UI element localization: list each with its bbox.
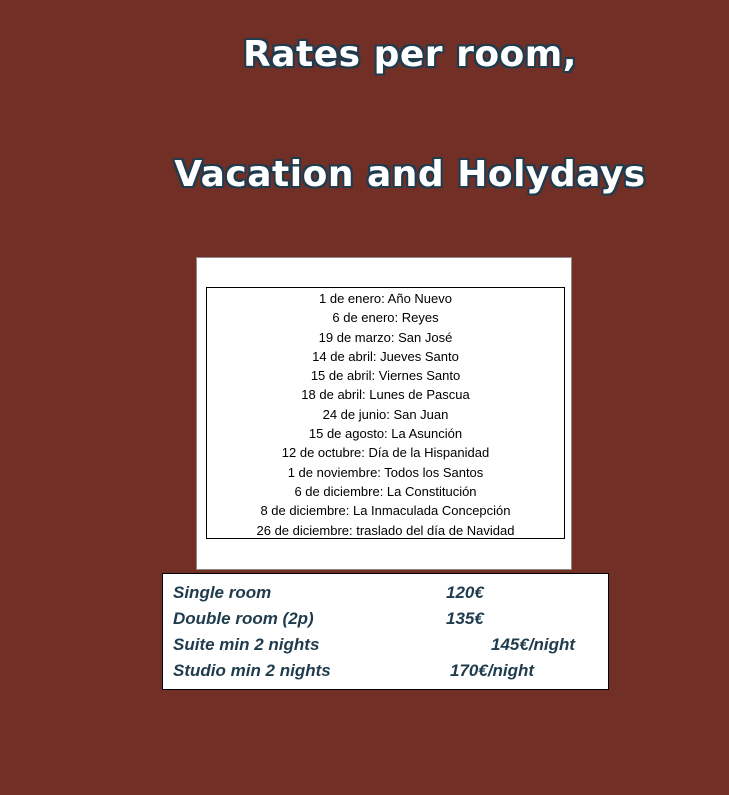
holiday-item: 26 de diciembre: traslado del día de Navidad [256, 522, 515, 538]
holiday-item: 15 de agosto: La Asunción [308, 426, 463, 442]
holiday-item: 1 de enero: Año Nuevo [319, 291, 452, 306]
rate-row-double [173, 606, 603, 632]
rate-row-single [173, 580, 603, 606]
rate-row-studio [173, 658, 603, 684]
holiday-item: 24 de junio: San Juan [322, 406, 449, 422]
rate-name: Double room (2p) [173, 609, 314, 628]
rate-price: 120€ [446, 583, 484, 602]
holidays-list [206, 287, 565, 539]
rate-name: Suite min 2 nights [173, 635, 320, 654]
holiday-item: 18 de abril: Lunes de Pascua [301, 387, 470, 403]
page-title: Rates per room, [243, 34, 577, 75]
holiday-item: 1 de noviembre: Todos los Santos [287, 464, 484, 480]
holiday-item: 6 de enero: Reyes [332, 310, 439, 326]
page-subtitle: Vacation and Holydays [174, 154, 646, 195]
rate-price: 135€ [446, 609, 484, 628]
holidays-panel [196, 257, 572, 570]
rate-price: 145€/night [491, 635, 576, 654]
rate-name: Single room [173, 583, 272, 602]
holiday-item: 6 de diciembre: La Constitución [294, 483, 477, 499]
holiday-item: 19 de marzo: San José [318, 329, 453, 345]
rate-row-suite [173, 632, 603, 658]
rate-name: Studio min 2 nights [173, 661, 331, 680]
holiday-item: 15 de abril: Viernes Santo [310, 368, 461, 384]
holiday-item: 8 de diciembre: La Inmaculada Concepción [260, 503, 511, 519]
holiday-item: 12 de octubre: Día de la Hispanidad [281, 445, 490, 461]
rate-price: 170€/night [450, 661, 535, 680]
rates-panel [162, 573, 609, 690]
holiday-item: 14 de abril: Jueves Santo [312, 348, 459, 364]
